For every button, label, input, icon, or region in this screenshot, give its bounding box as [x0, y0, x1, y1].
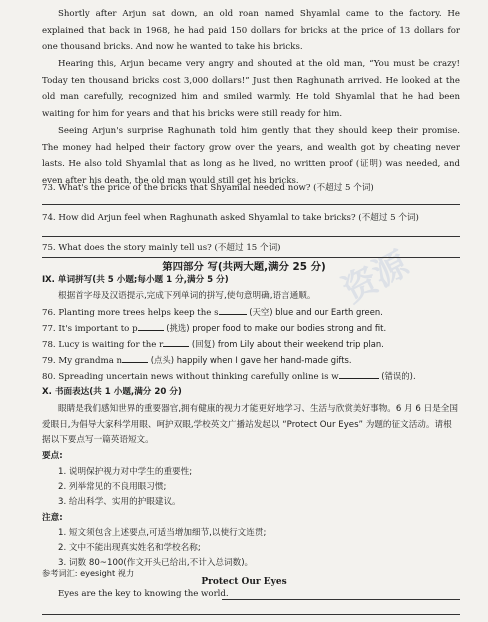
note-1: 1. 短文须包含上述要点,可适当增加细节,以使行文连贯;	[58, 528, 267, 538]
item-79-hint: (点头) happily when I gave her hand-made gifts.	[148, 355, 352, 365]
item-78	[42, 338, 460, 351]
item-77	[42, 322, 460, 335]
essay-title: Protect Our Eyes	[201, 577, 287, 587]
item-80	[42, 370, 460, 383]
points-label: 要点:	[42, 451, 63, 461]
essay-line-1[interactable]	[222, 599, 460, 600]
part-9-title: Ⅸ. 单词拼写(共 5 小题;每小题 1 分,满分 5 分)	[42, 275, 229, 285]
passage-paragraph-2: Hearing this, Arjun became very angry and shouted at the old man, “You must be crazy! Today ten thousand bricks cost 3,000 dollars!” Just then Raghunath arrived. He looked at the old man carefully, recognized him and smiled warmly. He told Shyamlal that he had been waiting for him for years and that his bricks were still ready for him.	[42, 59, 460, 119]
part-10-instructions: 眼睛是我们感知世界的重要器官,拥有健康的视力才能更好地学习、生活与欣赏美好事物。6 月 6 日是全国爱眼日,为倡导大家科学用眼、呵护双眼,学校英文广播站发起以 “Protect Our Eyes” 为题的征文活动。请根据以下要点写一篇英语短文。	[42, 404, 458, 445]
question-75: 75. What does the story mainly tell us? (不超过 15 个词)	[42, 243, 281, 253]
item-76	[42, 306, 460, 319]
section-4-title: 第四部分 写(共两大题,满分 25 分)	[162, 261, 326, 273]
item-79-text: 79. My grandma n	[42, 356, 123, 366]
item-78-text: 78. Lucy is waiting for the r	[42, 340, 164, 350]
item-76-text: 76. Planting more trees helps keep the s	[42, 308, 219, 318]
vocab-hint: 参考词汇: eyesight 视力	[42, 568, 135, 578]
question-74: 74. How did Arjun feel when Raghunath asked Shyamlal to take bricks? (不超过 5 个词)	[42, 213, 419, 223]
essay-line-2[interactable]	[42, 614, 460, 615]
item-79	[42, 354, 460, 367]
point-2: 2. 列举常见的不良用眼习惯;	[58, 482, 167, 492]
point-3: 3. 给出科学、实用的护眼建议。	[58, 497, 181, 507]
point-1: 1. 说明保护视力对中学生的重要性;	[58, 467, 193, 477]
answer-line-73[interactable]	[42, 204, 460, 205]
item-78-blank[interactable]	[163, 346, 189, 347]
answer-line-74[interactable]	[42, 236, 460, 237]
part-9-instructions: 根据首字母及汉语提示,完成下列单词的拼写,使句意明确,语言通顺。	[58, 291, 316, 301]
notes-label: 注意:	[42, 513, 63, 523]
item-80-text: 80. Spreading uncertain news without thinking carefully online is w	[42, 372, 339, 382]
question-73: 73. What's the price of the bricks that Shyamlal needed now? (不超过 5 个词)	[42, 183, 374, 193]
item-77-text: 77. It's important to p	[42, 324, 138, 334]
item-80-hint: (错误的).	[378, 371, 416, 381]
part-10-title: Ⅹ. 书面表达(共 1 小题,满分 20 分)	[42, 387, 182, 397]
item-76-blank[interactable]	[219, 314, 247, 315]
note-2: 2. 文中不能出现真实姓名和学校名称;	[58, 543, 201, 553]
item-80-blank[interactable]	[339, 378, 379, 379]
note-3: 3. 词数 80~100(作文开头已给出,不计入总词数)。	[58, 558, 254, 568]
item-77-blank[interactable]	[138, 330, 164, 331]
watermark-text: 资源	[336, 243, 416, 312]
item-79-blank[interactable]	[122, 362, 148, 363]
item-76-hint: (天空) blue and our Earth green.	[246, 307, 383, 317]
essay-start-text: Eyes are the key to knowing the world.	[58, 589, 229, 599]
passage-paragraph-3: Seeing Arjun's surprise Raghunath told him gently that they should keep their promise. The money had helped their factory grow over the years, and wealth got by cheating never lasts. He also told Shyamlal that as long as he lived, no written proof (证明) was needed, and even after his death, the old man would still get his bricks.	[42, 126, 460, 186]
passage-paragraph-1: Shortly after Arjun sat down, an old roan named Shyamlal came to the factory. He explained that back in 1968, he had paid 150 dollars for bricks at the price of 13 dollars for one thousand bricks. And now he wanted to take his bricks.	[42, 9, 460, 53]
item-77-hint: (挑选) proper food to make our bodies strong and fit.	[163, 323, 387, 333]
item-78-hint: (回复) from Lily about their weekend trip plan.	[189, 339, 384, 349]
